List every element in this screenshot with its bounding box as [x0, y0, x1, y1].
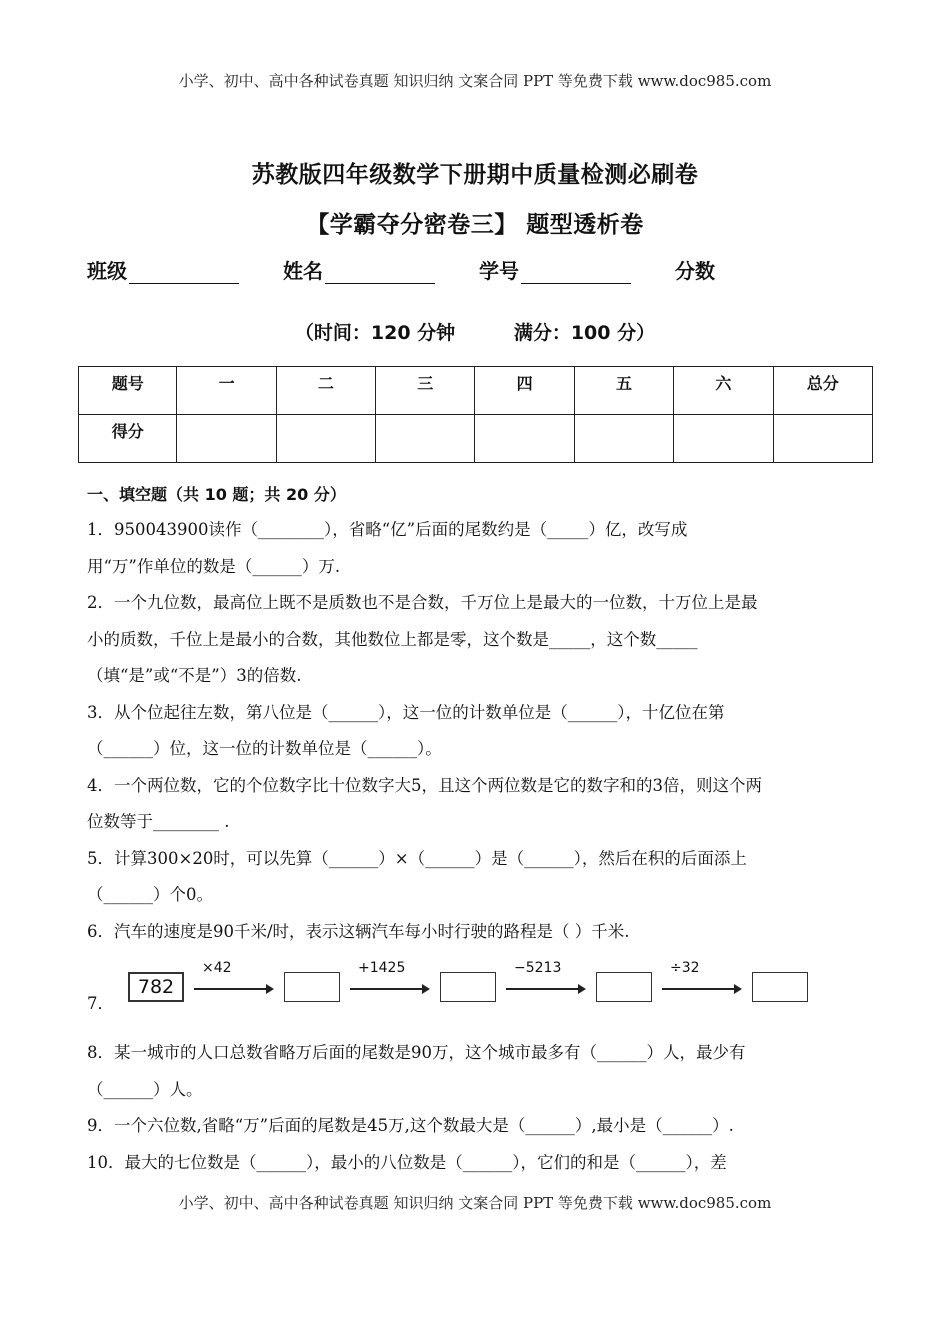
class-label: 班级 [87, 259, 127, 283]
name-label: 姓名 [283, 259, 323, 283]
exam-title: 苏教版四年级数学下册期中质量检测必刷卷 [251, 162, 699, 188]
flow-op-label: +1425 [358, 960, 406, 976]
score-table-score-row [79, 415, 873, 463]
time-limit: （时间：120 分钟 [294, 322, 456, 344]
score-field [675, 255, 715, 284]
flow-op-label: ÷32 [670, 960, 700, 976]
score-cell[interactable] [674, 415, 773, 463]
score-header-cell: 题号 [79, 367, 177, 415]
flow-arrow [194, 960, 274, 1002]
flow-arrow [350, 960, 430, 1002]
question-line: 6．汽车的速度是90千米/时，表示这辆汽车每小时行驶的路程是（ ）千米. [87, 921, 630, 941]
question-line: 用“万”作单位的数是（______）万. [87, 556, 341, 576]
score-cell[interactable] [376, 415, 475, 463]
name-field [283, 255, 435, 284]
arrow-icon [506, 984, 586, 994]
flow-answer-box[interactable] [284, 972, 340, 1002]
question-line: （______）位，这一位的计数单位是（______）。 [87, 739, 442, 758]
question-7-number: 7． [87, 994, 114, 1013]
score-row-label: 得分 [79, 415, 177, 463]
name-blank[interactable] [325, 263, 435, 284]
flow-op-label: −5213 [514, 960, 562, 976]
score-table [78, 366, 873, 463]
page-footer: 小学、初中、高中各种试卷真题 知识归纳 文案合同 PPT 等免费下载 www.doc985.com [178, 1194, 772, 1212]
score-cell[interactable] [574, 415, 673, 463]
arrow-icon [194, 984, 274, 994]
score-header-cell: 三 [376, 367, 475, 415]
question-line: 1．950043900读作（________），省略“亿”后面的尾数约是（_____）亿，改写成 [87, 520, 688, 539]
flow-arrow [662, 960, 742, 1002]
flow-answer-box[interactable] [752, 972, 808, 1002]
flow-op-label: ×42 [202, 960, 232, 976]
question-list-continued [87, 1035, 877, 1181]
question-line: （______）个0。 [87, 885, 213, 904]
question-list [87, 512, 877, 950]
score-cell[interactable] [177, 415, 276, 463]
score-header-cell: 四 [475, 367, 574, 415]
full-score: 满分：100 分） [513, 322, 656, 344]
score-header-cell: 一 [177, 367, 276, 415]
class-blank[interactable] [129, 263, 239, 284]
section-title-fill-blank: 一、填空题（共 10 题；共 20 分） [87, 485, 346, 504]
class-field [87, 255, 239, 284]
score-table-header-row [79, 367, 873, 415]
score-cell[interactable] [276, 415, 375, 463]
page-header: 小学、初中、高中各种试卷真题 知识归纳 文案合同 PPT 等免费下载 www.doc985.com [178, 72, 772, 90]
question-line: 2．一个九位数，最高位上既不是质数也不是合数，千万位上是最大的一位数，十万位上是最 [87, 593, 758, 612]
question-line: 8．某一城市的人口总数省略万后面的尾数是90万，这个城市最多有（______）人，最少有 [87, 1043, 746, 1062]
flow-arrow [506, 960, 586, 1002]
flow-start-box: 782 [128, 972, 184, 1002]
question-line: 3．从个位起往左数，第八位是（______），这一位的计数单位是（______），十亿位在第 [87, 702, 725, 722]
score-cell[interactable] [475, 415, 574, 463]
exam-subtitle: 【学霸夺分密卷三】 题型透析卷 [306, 212, 644, 238]
time-info [0, 318, 950, 345]
flow-answer-box[interactable] [440, 972, 496, 1002]
question-line: （填“是”或“不是”）3的倍数. [87, 666, 302, 685]
score-header-cell: 二 [276, 367, 375, 415]
question-line: 位数等于________ . [87, 812, 230, 831]
question-line: 5．计算300×20时，可以先算（______）×（______）是（______），然后在积的后面添上 [87, 848, 747, 868]
flow-answer-box[interactable] [596, 972, 652, 1002]
question-7-flowchart [87, 960, 808, 1014]
student-info-row [87, 255, 867, 284]
question-line: （______）人。 [87, 1079, 203, 1099]
arrow-icon [662, 984, 742, 994]
score-label: 分数 [675, 259, 715, 283]
question-line: 10．最大的七位数是（______），最小的八位数是（______），它们的和是（______），差 [87, 1152, 727, 1172]
score-header-cell: 总分 [773, 367, 872, 415]
score-header-cell: 五 [574, 367, 673, 415]
arrow-icon [350, 984, 430, 994]
question-line: 4．一个两位数，它的个位数字比十位数字大5，且这个两位数是它的数字和的3倍，则这个两 [87, 775, 762, 795]
id-blank[interactable] [521, 263, 631, 284]
id-field [479, 255, 631, 284]
score-cell[interactable] [773, 415, 872, 463]
question-line: 小的质数，千位上是最小的合数，其他数位上都是零，这个数是_____，这个数_____ [87, 629, 698, 649]
question-line: 9．一个六位数,省略“万”后面的尾数是45万,这个数最大是（______）,最小是（______）. [87, 1116, 734, 1135]
score-header-cell: 六 [674, 367, 773, 415]
id-label: 学号 [479, 259, 519, 283]
